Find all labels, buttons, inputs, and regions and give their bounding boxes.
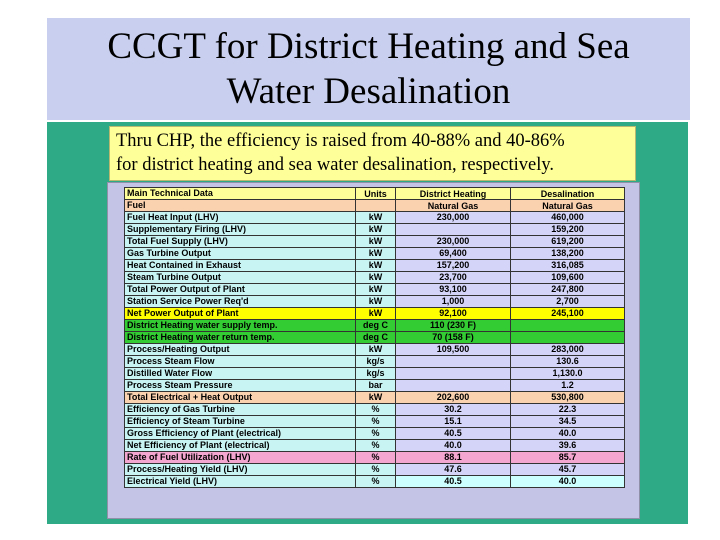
row-desalination-value: 138,200 — [511, 248, 625, 260]
table-row — [125, 428, 625, 440]
fuel-units — [356, 200, 396, 212]
row-district-heating-value: 15.1 — [396, 416, 511, 428]
row-district-heating-value: 230,000 — [396, 236, 511, 248]
row-district-heating-value — [396, 356, 511, 368]
fuel-label: Fuel — [125, 200, 356, 212]
row-units: kg/s — [356, 356, 396, 368]
row-district-heating-value: 92,100 — [396, 308, 511, 320]
table-row — [125, 404, 625, 416]
row-label: Fuel Heat Input (LHV) — [125, 212, 356, 224]
table-row — [125, 308, 625, 320]
row-desalination-value: 316,085 — [511, 260, 625, 272]
row-district-heating-value: 40.0 — [396, 440, 511, 452]
row-units: kW — [356, 308, 396, 320]
row-district-heating-value — [396, 380, 511, 392]
callout-line-1: Thru CHP, the efficiency is raised from 40-88% and 40-86% — [116, 131, 565, 151]
title-panel — [47, 18, 690, 120]
row-label: Distilled Water Flow — [125, 368, 356, 380]
row-units: bar — [356, 380, 396, 392]
table-header-row — [125, 188, 625, 200]
header-district-heating: District Heating — [396, 188, 511, 200]
row-units: kW — [356, 272, 396, 284]
row-desalination-value: 40.0 — [511, 476, 625, 488]
callout-text — [116, 129, 631, 177]
row-district-heating-value: 40.5 — [396, 476, 511, 488]
row-desalination-value: 245,100 — [511, 308, 625, 320]
table-row — [125, 260, 625, 272]
row-units: kW — [356, 236, 396, 248]
table-row — [125, 248, 625, 260]
row-units: kW — [356, 344, 396, 356]
row-district-heating-value: 157,200 — [396, 260, 511, 272]
row-label: District Heating water supply temp. — [125, 320, 356, 332]
table-row — [125, 380, 625, 392]
row-label: Supplementary Firing (LHV) — [125, 224, 356, 236]
table-header-fuel-row — [125, 200, 625, 212]
row-desalination-value: 1.2 — [511, 380, 625, 392]
row-district-heating-value: 109,500 — [396, 344, 511, 356]
row-district-heating-value — [396, 224, 511, 236]
row-district-heating-value: 1,000 — [396, 296, 511, 308]
row-district-heating-value: 69,400 — [396, 248, 511, 260]
row-units: kW — [356, 260, 396, 272]
row-units: % — [356, 440, 396, 452]
header-label: Main Technical Data — [125, 188, 356, 200]
header-units: Units — [356, 188, 396, 200]
row-label: Total Power Output of Plant — [125, 284, 356, 296]
fuel-desalination: Natural Gas — [511, 200, 625, 212]
row-label: Process Steam Pressure — [125, 380, 356, 392]
row-units: kg/s — [356, 368, 396, 380]
row-district-heating-value: 47.6 — [396, 464, 511, 476]
table-row — [125, 452, 625, 464]
row-district-heating-value: 230,000 — [396, 212, 511, 224]
row-label: Rate of Fuel Utilization (LHV) — [125, 452, 356, 464]
callout-line-2: for district heating and sea water desalination, respectively. — [116, 155, 555, 175]
table-row — [125, 236, 625, 248]
row-label: Process/Heating Output — [125, 344, 356, 356]
table-row — [125, 464, 625, 476]
row-desalination-value: 45.7 — [511, 464, 625, 476]
row-desalination-value: 130.6 — [511, 356, 625, 368]
row-units: kW — [356, 248, 396, 260]
table-row — [125, 284, 625, 296]
row-desalination-value: 109,600 — [511, 272, 625, 284]
table-row — [125, 272, 625, 284]
row-label: Net Efficiency of Plant (electrical) — [125, 440, 356, 452]
row-desalination-value: 22.3 — [511, 404, 625, 416]
row-label: Gas Turbine Output — [125, 248, 356, 260]
title-line-1: CCGT for District Heating and Sea — [107, 26, 630, 67]
table-row — [125, 416, 625, 428]
row-district-heating-value: 88.1 — [396, 452, 511, 464]
row-district-heating-value: 70 (158 F) — [396, 332, 511, 344]
row-label: Gross Efficiency of Plant (electrical) — [125, 428, 356, 440]
row-desalination-value — [511, 332, 625, 344]
row-label: Total Fuel Supply (LHV) — [125, 236, 356, 248]
row-label: Total Electrical + Heat Output — [125, 392, 356, 404]
row-desalination-value — [511, 320, 625, 332]
table-row — [125, 368, 625, 380]
table-row — [125, 344, 625, 356]
table-row — [125, 296, 625, 308]
callout-box — [109, 126, 636, 181]
row-desalination-value: 460,000 — [511, 212, 625, 224]
header-desalination: Desalination — [511, 188, 625, 200]
row-units: % — [356, 476, 396, 488]
row-units: % — [356, 452, 396, 464]
row-district-heating-value — [396, 368, 511, 380]
row-units: deg C — [356, 332, 396, 344]
row-label: Electrical Yield (LHV) — [125, 476, 356, 488]
row-desalination-value: 1,130.0 — [511, 368, 625, 380]
row-district-heating-value: 40.5 — [396, 428, 511, 440]
row-units: % — [356, 416, 396, 428]
table-row — [125, 224, 625, 236]
fuel-district-heating: Natural Gas — [396, 200, 511, 212]
technical-data-table — [124, 187, 625, 488]
row-desalination-value: 39.6 — [511, 440, 625, 452]
row-district-heating-value: 23,700 — [396, 272, 511, 284]
row-units: % — [356, 404, 396, 416]
row-label: Process/Heating Yield (LHV) — [125, 464, 356, 476]
row-units: kW — [356, 296, 396, 308]
row-district-heating-value: 202,600 — [396, 392, 511, 404]
row-units: kW — [356, 224, 396, 236]
row-label: Efficiency of Gas Turbine — [125, 404, 356, 416]
table-row — [125, 356, 625, 368]
table-row — [125, 392, 625, 404]
row-units: deg C — [356, 320, 396, 332]
row-district-heating-value: 110 (230 F) — [396, 320, 511, 332]
row-desalination-value: 159,200 — [511, 224, 625, 236]
table-row — [125, 332, 625, 344]
row-desalination-value: 619,200 — [511, 236, 625, 248]
row-desalination-value: 34.5 — [511, 416, 625, 428]
row-label: District Heating water return temp. — [125, 332, 356, 344]
row-desalination-value: 85.7 — [511, 452, 625, 464]
row-label: Net Power Output of Plant — [125, 308, 356, 320]
row-label: Efficiency of Steam Turbine — [125, 416, 356, 428]
row-units: % — [356, 464, 396, 476]
table-row — [125, 440, 625, 452]
row-units: kW — [356, 212, 396, 224]
row-units: % — [356, 428, 396, 440]
row-label: Station Service Power Req'd — [125, 296, 356, 308]
row-desalination-value: 40.0 — [511, 428, 625, 440]
row-desalination-value: 2,700 — [511, 296, 625, 308]
table-row — [125, 476, 625, 488]
row-label: Process Steam Flow — [125, 356, 356, 368]
table-row — [125, 320, 625, 332]
row-label: Steam Turbine Output — [125, 272, 356, 284]
title-line-2: Water Desalination — [226, 71, 511, 112]
row-desalination-value: 247,800 — [511, 284, 625, 296]
row-units: kW — [356, 284, 396, 296]
table-panel — [107, 182, 640, 519]
row-desalination-value: 283,000 — [511, 344, 625, 356]
row-desalination-value: 530,800 — [511, 392, 625, 404]
slide-title — [47, 24, 690, 114]
row-label: Heat Contained in Exhaust — [125, 260, 356, 272]
table-row — [125, 212, 625, 224]
row-district-heating-value: 30.2 — [396, 404, 511, 416]
row-units: kW — [356, 392, 396, 404]
row-district-heating-value: 93,100 — [396, 284, 511, 296]
